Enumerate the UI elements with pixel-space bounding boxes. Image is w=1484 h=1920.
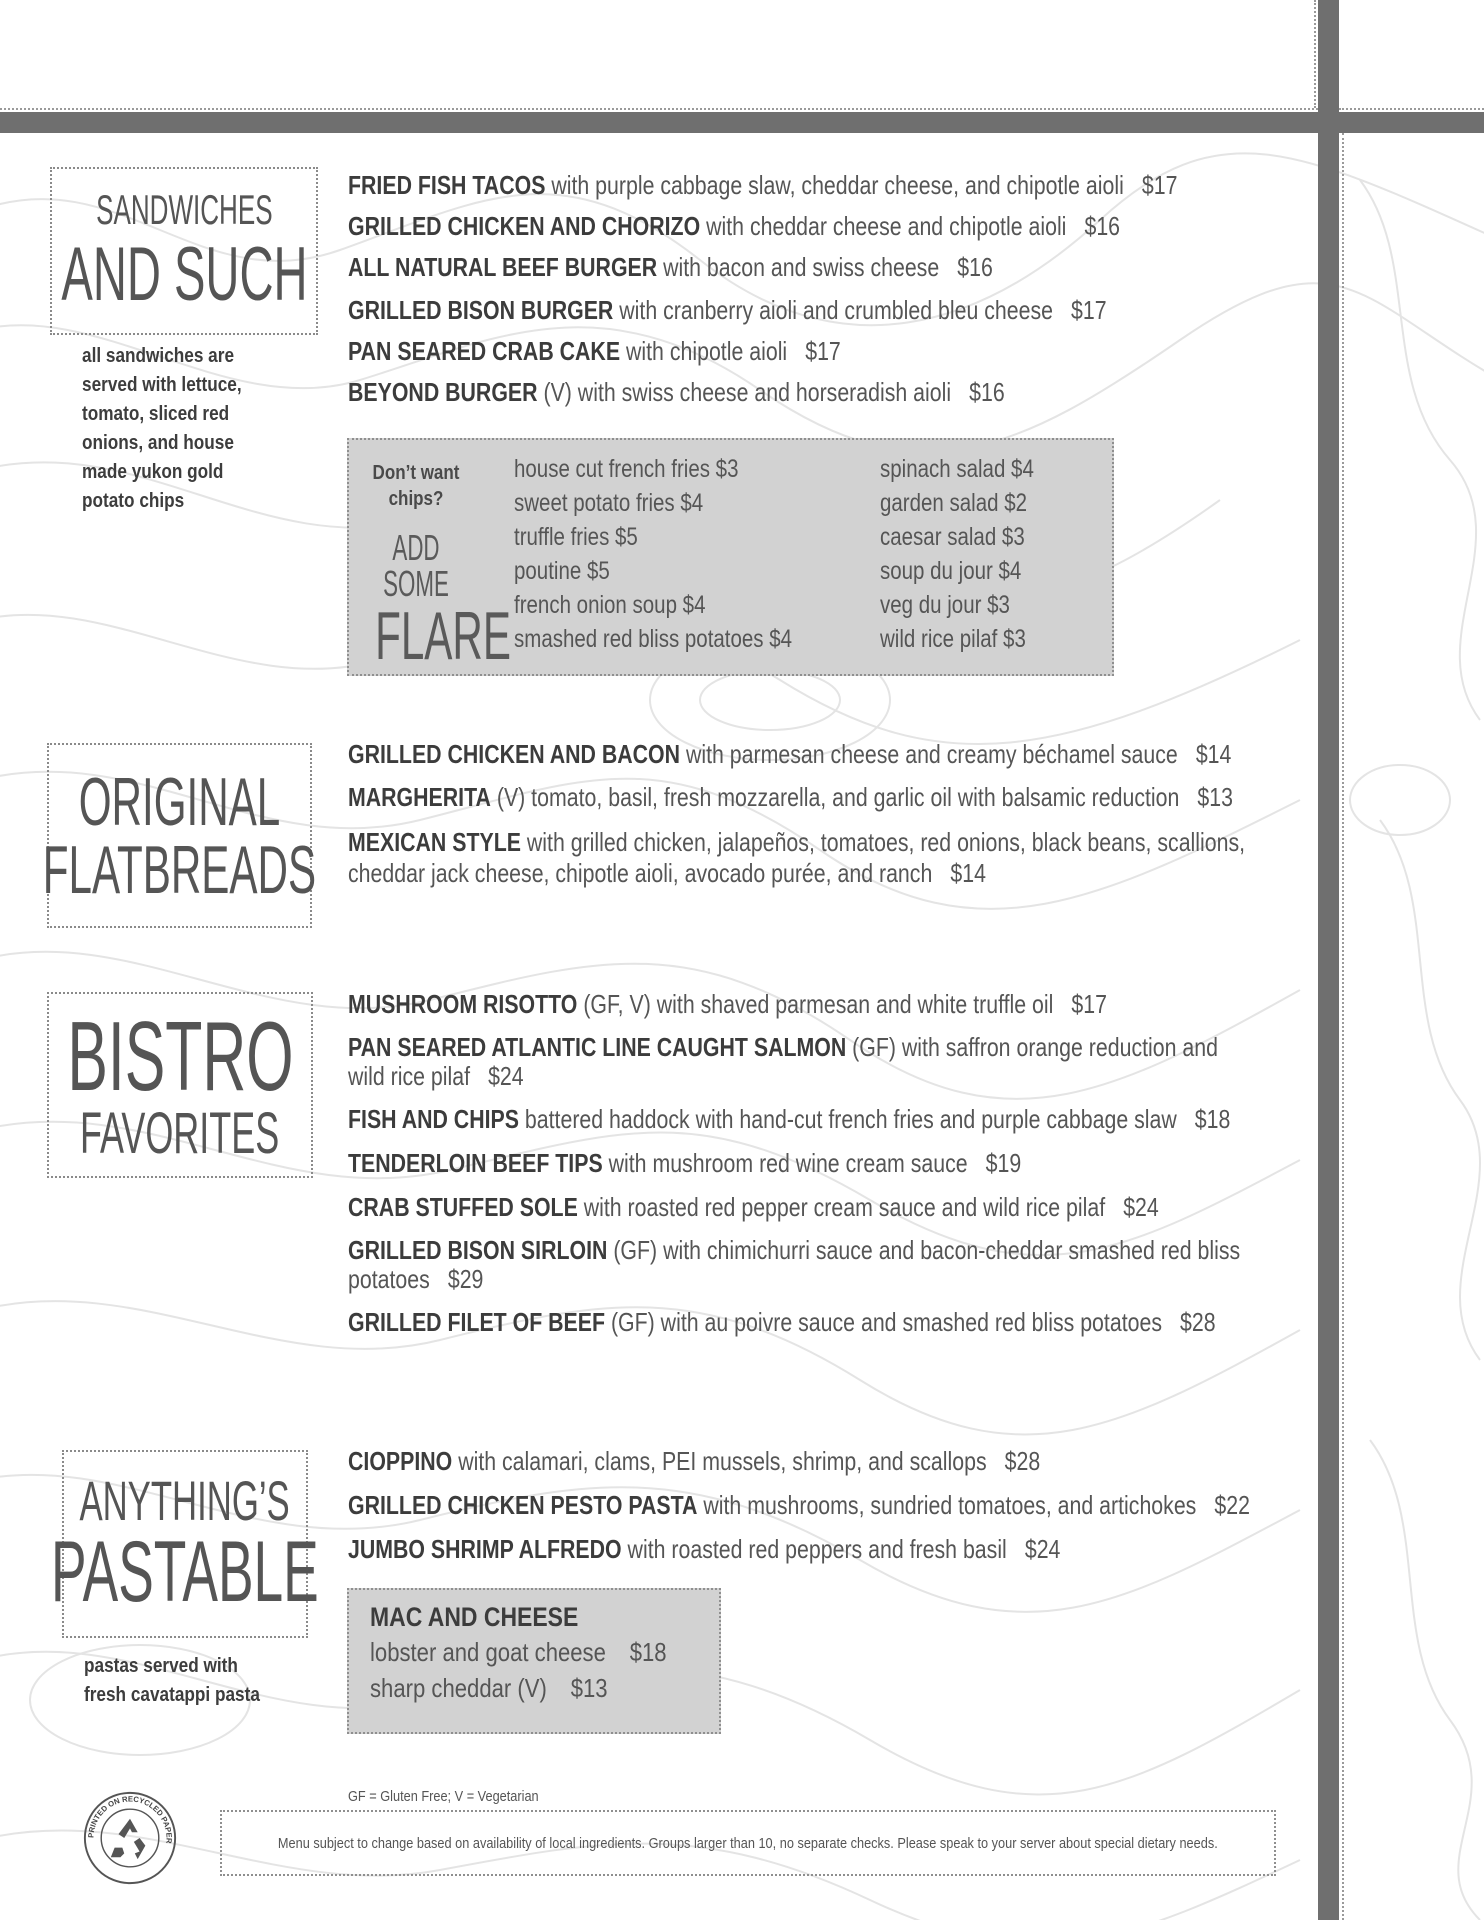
item-desc: with parmesan cheese and creamy béchamel sauce: [685, 739, 1178, 769]
flare-question-line2: chips?: [388, 488, 444, 510]
flatbreads-title-box: [42, 743, 317, 928]
bistro-title-line2: FAVORITES: [80, 1101, 280, 1166]
footer-notice-box: [220, 1810, 1276, 1876]
flare-word: FLARE: [375, 598, 511, 674]
item-price: $16: [969, 377, 1005, 407]
menu-item: [348, 989, 1307, 1020]
item-name: MUSHROOM RISOTTO: [348, 989, 578, 1019]
top-dotted-rule: [0, 108, 1318, 110]
item-desc: with roasted red pepper cream sauce and wild rice pilaf: [583, 1192, 1106, 1222]
menu-item: [348, 295, 1307, 326]
item-name: ALL NATURAL BEEF BURGER: [348, 252, 658, 282]
item-name: FISH AND CHIPS: [348, 1104, 519, 1134]
mac-and-cheese-content: [370, 1600, 667, 1706]
note-line: served with lettuce,: [82, 374, 242, 396]
side-item: spinach salad $4: [880, 455, 1034, 483]
item-price: $24: [1123, 1192, 1159, 1222]
recycle-icon: [111, 1819, 146, 1859]
menu-item: [348, 1446, 1307, 1477]
item-name: GRILLED FILET OF BEEF: [348, 1307, 606, 1337]
item-price: $17: [805, 336, 841, 366]
item-name: CIOPPINO: [348, 1446, 453, 1476]
flatbreads-items: [348, 739, 1308, 889]
flatbreads-title-line2: FLATBREADS: [42, 831, 317, 908]
item-price: $29: [447, 1264, 484, 1294]
side-item: poutine $5: [514, 557, 610, 585]
mac-title: MAC AND CHEESE: [370, 1602, 579, 1632]
item-name: GRILLED BISON BURGER: [348, 295, 614, 325]
item-desc: with chipotle aioli: [625, 336, 788, 366]
item-name: GRILLED CHICKEN AND CHORIZO: [348, 211, 701, 241]
sandwiches-title-line2: AND SUCH: [60, 232, 308, 317]
item-desc-cont: cheddar jack cheese, chipotle aioli, avocado purée, and ranch: [348, 858, 933, 888]
menu-item: [348, 1534, 1307, 1565]
flare-question-line1: Don’t want: [372, 462, 460, 484]
item-price: $16: [1084, 211, 1121, 241]
side-item: smashed red bliss potatoes $4: [514, 625, 793, 653]
item-price: $16: [957, 252, 993, 282]
menu-item: [348, 1033, 1307, 1091]
top-right-dotted-rule: [1314, 0, 1316, 108]
menu-item: [348, 1148, 1307, 1179]
item-name: CRAB STUFFED SOLE: [348, 1192, 578, 1222]
item-name: GRILLED CHICKEN AND BACON: [348, 739, 681, 769]
sandwiches-title-line1: SANDWICHES: [95, 186, 273, 233]
flare-sides-col1: [514, 452, 792, 656]
item-price: $14: [950, 858, 986, 888]
item-price: $14: [1195, 739, 1232, 769]
item-name: BEYOND BURGER: [348, 377, 538, 407]
side-item: truffle fries $5: [514, 523, 638, 551]
note-line: potato chips: [82, 490, 185, 512]
pasta-title-line2: PASTABLE: [51, 1524, 319, 1620]
item-desc: (GF, V) with shaved parmesan and white truffle oil: [583, 989, 1054, 1019]
vertical-bar: [1318, 0, 1339, 1920]
item-name: PAN SEARED CRAB CAKE: [348, 336, 621, 366]
item-price: $28: [1004, 1446, 1041, 1476]
menu-item: [348, 782, 1307, 813]
item-name: JUMBO SHRIMP ALFREDO: [348, 1534, 622, 1564]
menu-item: [348, 1490, 1307, 1521]
footer-notice: Menu subject to change based on availability of local ingredients. Groups larger than 10, no separate checks. Please speak to your server about special dietary needs.: [278, 1834, 1218, 1852]
note-line: fresh cavatappi pasta: [84, 1684, 260, 1706]
item-price: $24: [1024, 1534, 1061, 1564]
note-line: pastas served with: [84, 1655, 238, 1677]
item-desc: with cranberry aioli and crumbled bleu cheese: [619, 295, 1054, 325]
flare-add-some: ADD SOME: [383, 527, 449, 604]
item-price: $24: [488, 1061, 524, 1091]
item-desc: with cheddar cheese and chipotle aioli: [706, 211, 1067, 241]
item-price: $19: [985, 1148, 1022, 1178]
item-price: $28: [1180, 1307, 1216, 1337]
flatbreads-title-line1: ORIGINAL: [78, 763, 281, 840]
sandwiches-note: [82, 342, 242, 516]
pasta-title-line1: ANYTHING’S: [79, 1469, 291, 1532]
bistro-items: [348, 989, 1308, 1338]
sandwiches-items: [348, 170, 1308, 408]
mac-option-price: $13: [570, 1673, 608, 1703]
item-price: $18: [1194, 1104, 1231, 1134]
side-item: caesar salad $3: [880, 523, 1025, 551]
item-name: MARGHERITA: [348, 782, 491, 812]
side-item: sweet potato fries $4: [514, 489, 704, 517]
item-desc: (GF) with chimichurri sauce and bacon-cheddar smashed red bliss: [613, 1235, 1241, 1265]
note-line: made yukon gold: [82, 461, 224, 483]
side-item: house cut french fries $3: [514, 455, 739, 483]
pasta-title-box: [51, 1450, 319, 1638]
item-desc-cont: wild rice pilaf: [348, 1061, 471, 1091]
menu-item: [348, 170, 1307, 201]
item-name: FRIED FISH TACOS: [348, 170, 546, 200]
side-item: veg du jour $3: [880, 591, 1010, 619]
flare-question: [360, 460, 472, 512]
right-dotted-rule: [1342, 133, 1344, 1920]
menu-item: [348, 1192, 1307, 1223]
note-line: all sandwiches are: [82, 345, 235, 367]
menu-item: [348, 377, 1307, 408]
menu-item: [348, 211, 1307, 242]
item-desc: (V) with swiss cheese and horseradish aioli: [543, 377, 952, 407]
menu-item: [348, 827, 1307, 889]
menu-item: [348, 1236, 1307, 1294]
item-desc: with mushrooms, sundried tomatoes, and artichokes: [703, 1490, 1197, 1520]
item-price: $17: [1071, 295, 1107, 325]
item-name: GRILLED BISON SIRLOIN: [348, 1235, 608, 1265]
top-dotted-rule-right: [1339, 108, 1484, 110]
bistro-title-line1: BISTRO: [66, 1001, 294, 1111]
item-price: $17: [1071, 989, 1107, 1019]
item-desc: with calamari, clams, PEI mussels, shrimp, and scallops: [458, 1446, 987, 1476]
side-item: french onion soup $4: [514, 591, 706, 619]
item-name: TENDERLOIN BEEF TIPS: [348, 1148, 603, 1178]
mac-option: [370, 1634, 667, 1670]
pasta-items: [348, 1446, 1308, 1565]
item-name: GRILLED CHICKEN PESTO PASTA: [348, 1490, 698, 1520]
menu-item: [348, 1307, 1307, 1338]
seal-text: PRINTED ON RECYCLED PAPER: [86, 1794, 174, 1844]
item-desc: with roasted red peppers and fresh basil: [627, 1534, 1007, 1564]
item-desc: battered haddock with hand-cut french fries and purple cabbage slaw: [524, 1104, 1177, 1134]
menu-item: [348, 739, 1307, 770]
item-desc: (GF) with saffron orange reduction and: [852, 1032, 1218, 1062]
menu-item: [348, 1104, 1307, 1135]
item-name: MEXICAN STYLE: [348, 827, 521, 857]
side-item: soup du jour $4: [880, 557, 1022, 585]
menu-item: [348, 252, 1307, 283]
mac-option-text: sharp cheddar (V): [370, 1673, 547, 1703]
item-price: $22: [1214, 1490, 1250, 1520]
item-name: PAN SEARED ATLANTIC LINE CAUGHT SALMON: [348, 1032, 847, 1062]
flare-heading: [350, 527, 511, 674]
mac-option-price: $18: [629, 1637, 667, 1667]
side-item: garden salad $2: [880, 489, 1028, 517]
mac-option: [370, 1670, 667, 1706]
item-price: $17: [1141, 170, 1178, 200]
mac-option-text: lobster and goat cheese: [370, 1637, 606, 1667]
item-desc: with grilled chicken, jalapeños, tomatoes, red onions, black beans, scallions,: [526, 827, 1246, 857]
note-line: tomato, sliced red: [82, 403, 230, 425]
note-line: onions, and house: [82, 432, 234, 454]
menu-item: [348, 336, 1307, 367]
item-desc-cont: potatoes: [348, 1264, 430, 1294]
horizontal-bar: [0, 112, 1484, 133]
sandwiches-title-box: [50, 167, 318, 335]
item-desc: with bacon and swiss cheese: [663, 252, 940, 282]
dietary-legend: GF = Gluten Free; V = Vegetarian: [348, 1788, 539, 1805]
recycled-paper-seal: [82, 1790, 178, 1886]
pasta-note: [84, 1652, 260, 1710]
side-item: wild rice pilaf $3: [880, 625, 1026, 653]
bistro-title-box: [47, 992, 313, 1178]
item-desc: (V) tomato, basil, fresh mozzarella, and garlic oil with balsamic reduction: [496, 782, 1180, 812]
item-desc: (GF) with au poivre sauce and smashed red bliss potatoes: [610, 1307, 1163, 1337]
flare-sides-col2: [880, 452, 1034, 656]
item-desc: with mushroom red wine cream sauce: [608, 1148, 968, 1178]
item-price: $13: [1197, 782, 1233, 812]
item-desc: with purple cabbage slaw, cheddar cheese, and chipotle aioli: [551, 170, 1124, 200]
